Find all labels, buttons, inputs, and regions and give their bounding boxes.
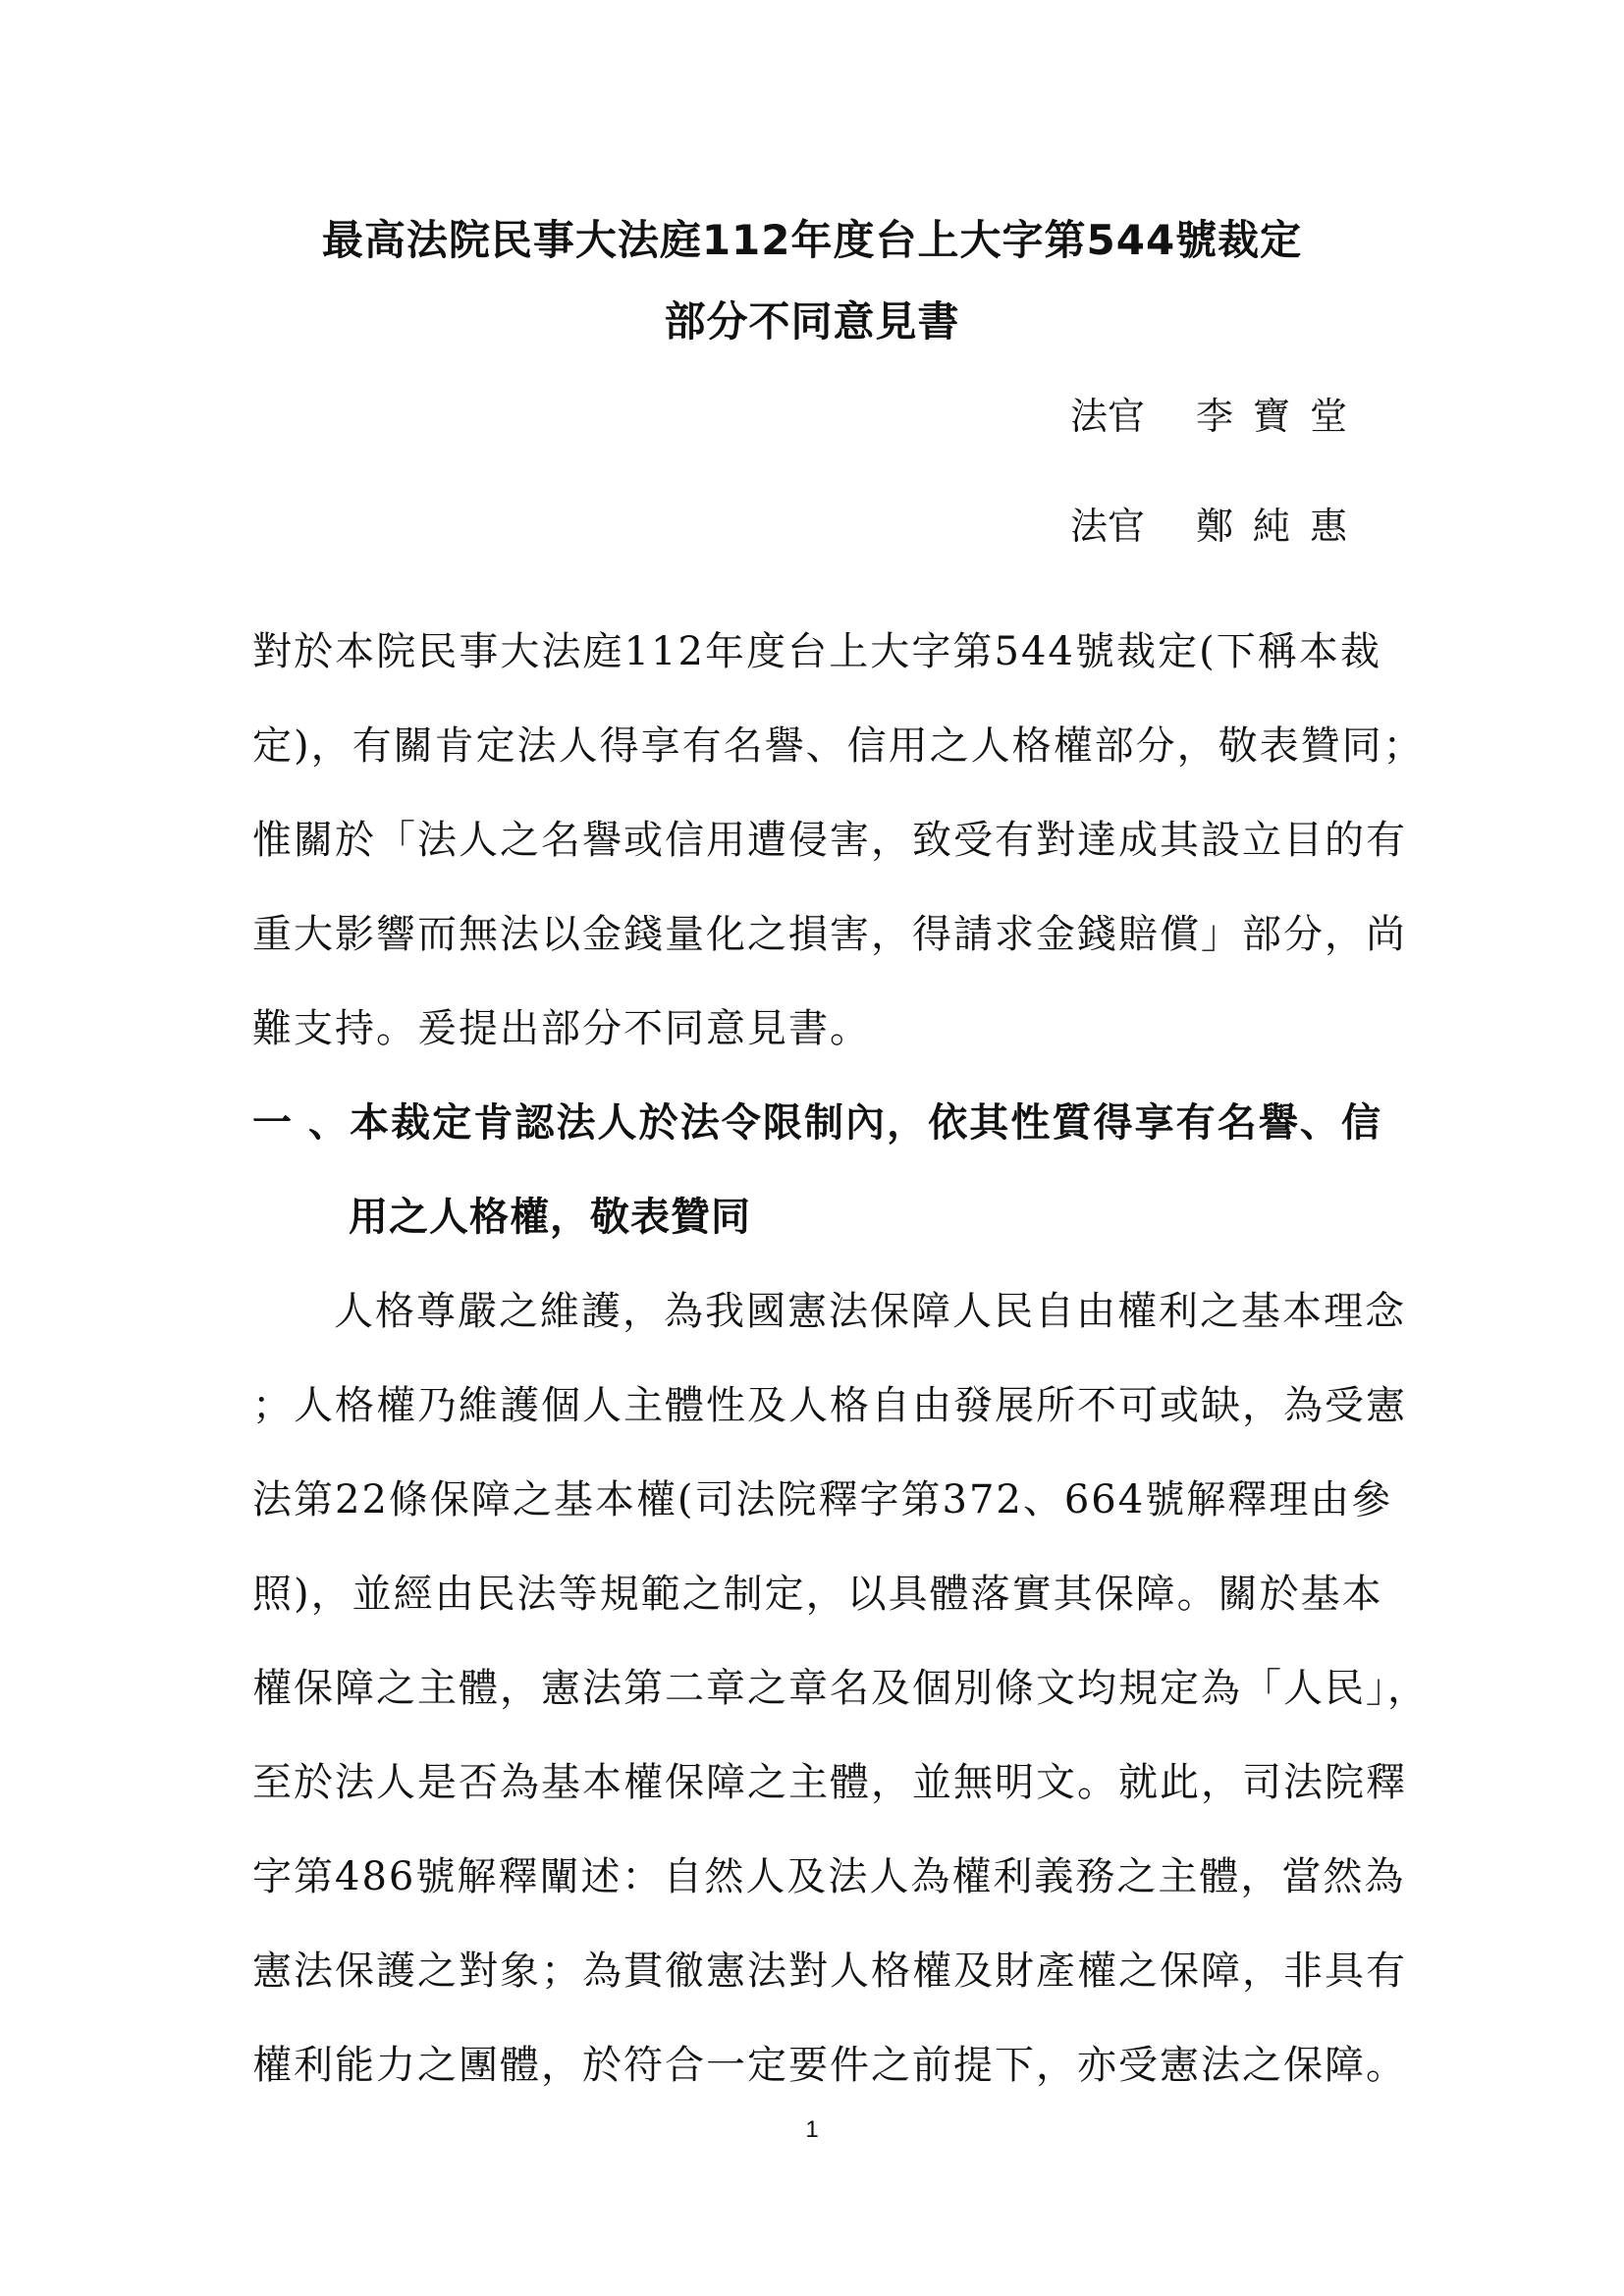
intro-line: 惟關於「法人之名譽或信用遭侵害，致受有對達成其設立目的有 xyxy=(252,818,1407,863)
body-line: 權利能力之團體，於符合一定要件之前提下，亦受憲法之保障。 xyxy=(252,2043,1407,2088)
body-line: 權保障之主體，憲法第二章之章名及個別條文均規定為「人民」， xyxy=(252,1666,1429,1711)
section-number: 一、 xyxy=(252,1100,349,1146)
body-line: ；人格權乃維護個人主體性及人格自由發展所不可或缺，為受憲 xyxy=(252,1383,1407,1428)
intro-line: 難支持。爰提出部分不同意見書。 xyxy=(252,1006,871,1051)
judge-name: 李寶堂 xyxy=(1196,395,1368,438)
body-line: 人格尊嚴之維護，為我國憲法保障人民自由權利之基本理念 xyxy=(334,1289,1406,1334)
body-line: 憲法保護之對象；為貫徹憲法對人格權及財產權之保障，非具有 xyxy=(252,1949,1407,1994)
intro-line: 定)，有關肯定法人得享有名譽、信用之人格權部分，敬表贊同； xyxy=(252,723,1425,769)
document-title: 最高法院民事大法庭112年度台上大字第544號裁定 xyxy=(321,216,1303,264)
intro-line: 重大影響而無法以金錢量化之損害，得請求金錢賠償」部分，尚 xyxy=(252,912,1407,957)
intro-line: 對於本院民事大法庭112年度台上大字第544號裁定(下稱本裁 xyxy=(252,629,1381,674)
section-heading xyxy=(252,1095,1381,1150)
page-number: 1 xyxy=(805,2116,819,2143)
section-heading-continued: 用之人格權，敬表贊同 xyxy=(349,1195,751,1240)
body-line: 字第486號解釋闡述：自然人及法人為權利義務之主體，當然為 xyxy=(252,1854,1406,1899)
body-line: 至於法人是否為基本權保障之主體，並無明文。就此，司法院釋 xyxy=(252,1760,1407,1805)
judge-name: 鄭純惠 xyxy=(1196,505,1368,548)
judge-role: 法官 xyxy=(1070,395,1146,438)
document-subtitle: 部分不同意見書 xyxy=(664,297,960,346)
body-line: 法第22條保障之基本權(司法院釋字第372、664號解釋理由參 xyxy=(252,1477,1393,1522)
judge-role: 法官 xyxy=(1070,505,1146,548)
section-heading-text: 本裁定肯認法人於法令限制內，依其性質得享有名譽、信 xyxy=(349,1100,1381,1146)
body-line: 照)，並經由民法等規範之制定，以具體落實其保障。關於基本 xyxy=(252,1572,1383,1617)
